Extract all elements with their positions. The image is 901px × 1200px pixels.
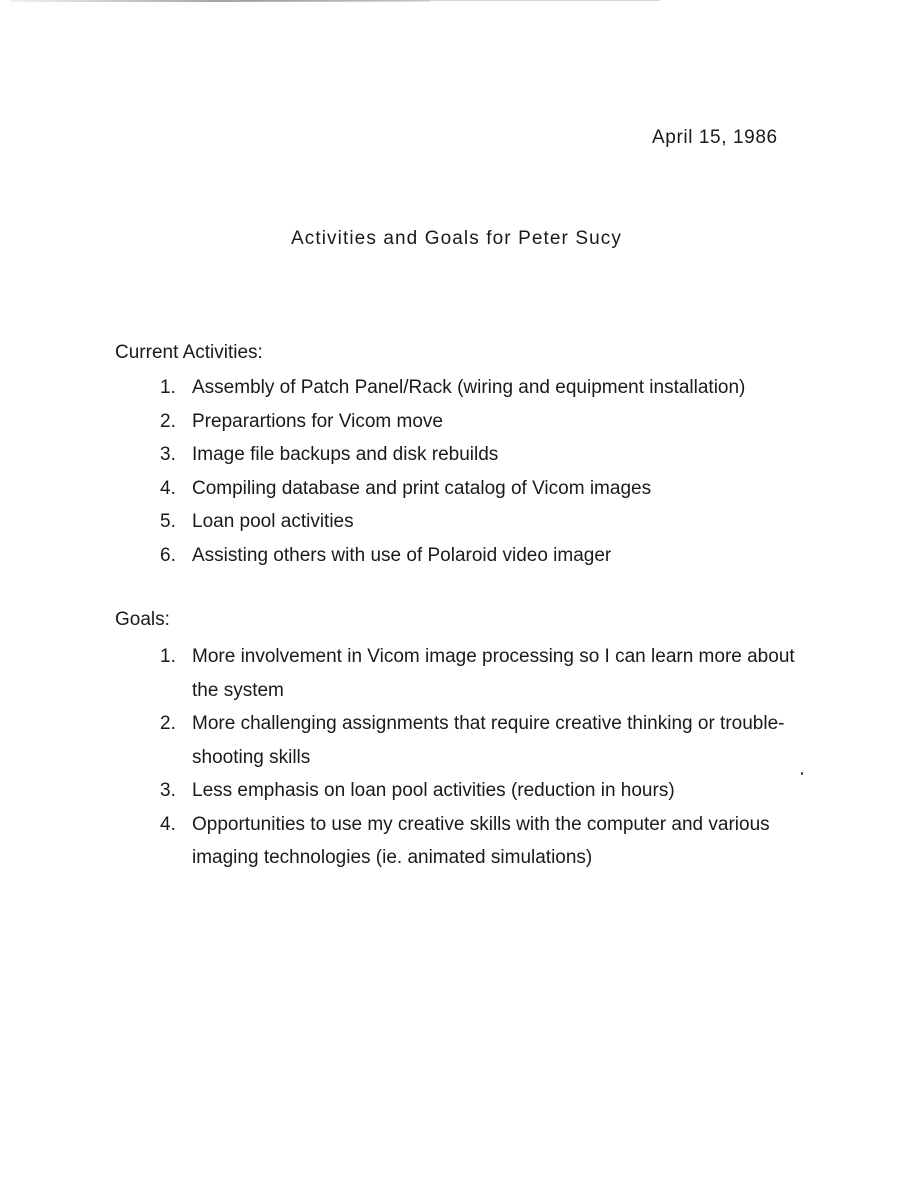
item-text: Assembly of Patch Panel/Rack (wiring and equipment installation) (192, 377, 746, 398)
item-number: 4. (160, 477, 176, 499)
item-text: Preparartions for Vicom move (192, 410, 443, 432)
item-number: 1. (160, 646, 176, 667)
item-text: Assisting others with use of Polaroid video imager (192, 544, 612, 566)
scan-edge-line (240, 0, 660, 1)
list-item (160, 371, 832, 405)
item-text: More involvement in Vicom image processing so I can learn more about the system (192, 646, 795, 701)
item-text: Less emphasis on loan pool activities (reduction in hours) (192, 780, 675, 801)
item-text: Compiling database and print catalog of Vicom images (192, 477, 652, 499)
item-text: Image file backups and disk rebuilds (192, 444, 499, 465)
item-number: 2. (160, 713, 176, 734)
current-activities-heading: Current Activities: (115, 342, 263, 363)
list-item (160, 472, 832, 506)
document-date: April 15, 1986 (652, 127, 778, 148)
list-item (160, 707, 817, 774)
list-item (160, 405, 832, 439)
item-number: 5. (160, 511, 176, 532)
item-number: 3. (160, 444, 176, 465)
list-item (160, 505, 832, 539)
list-item (160, 438, 832, 472)
item-number: 6. (160, 544, 176, 566)
list-item (160, 640, 817, 707)
item-number: 2. (160, 410, 176, 432)
current-activities-list (160, 371, 832, 572)
item-number: 4. (160, 813, 176, 835)
document-title: Activities and Goals for Peter Sucy (290, 228, 622, 249)
item-text: More challenging assignments that require creative thinking or trouble-shooting skills (192, 713, 785, 768)
list-item (160, 808, 817, 875)
item-number: 3. (160, 780, 176, 801)
scan-speck (801, 772, 803, 775)
item-number: 1. (160, 377, 176, 398)
list-item (160, 774, 817, 808)
item-text: Opportunities to use my creative skills with the computer and various imaging technologies (ie. animated simulations) (192, 813, 770, 868)
goals-list (160, 640, 817, 875)
list-item (160, 539, 832, 573)
item-text: Loan pool activities (192, 511, 354, 532)
goals-heading: Goals: (115, 609, 170, 630)
